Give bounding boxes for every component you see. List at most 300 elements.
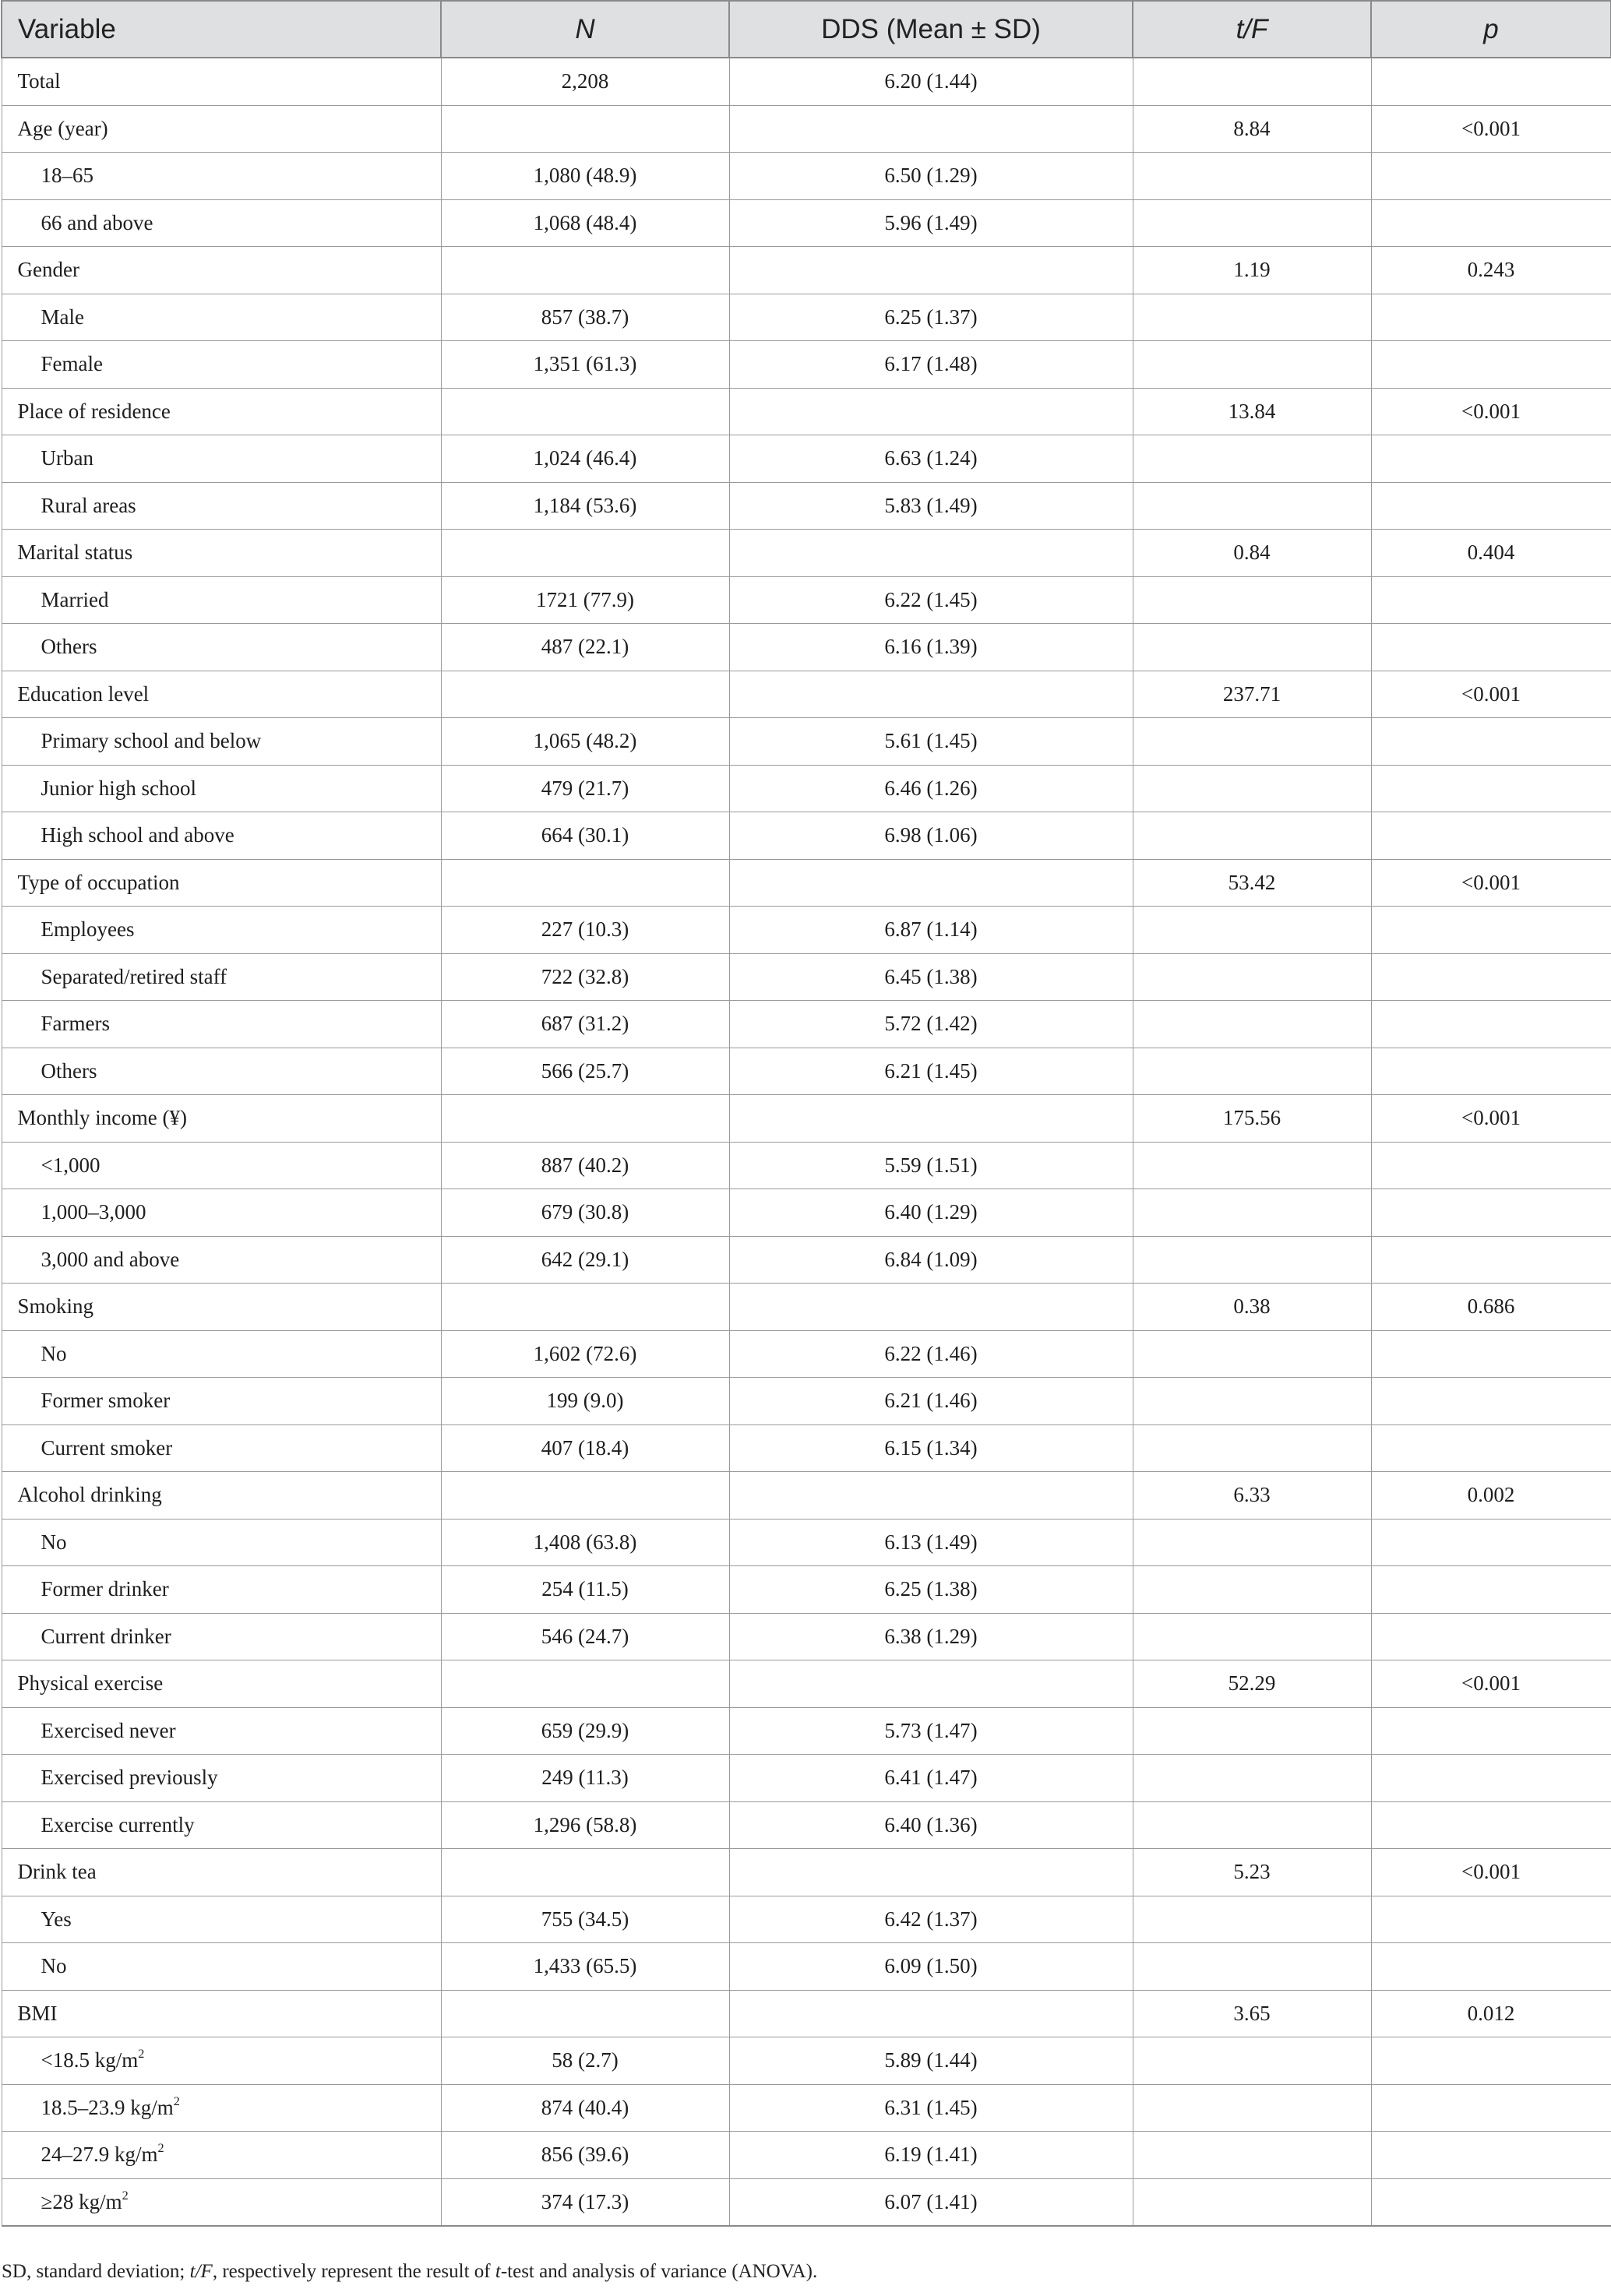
cell-n: 722 (32.8) <box>441 953 729 1001</box>
cell-dds <box>729 1849 1133 1896</box>
variable-label: Type of occupation <box>17 870 180 894</box>
cell-dds <box>729 1990 1133 2037</box>
cell-variable <box>2 671 441 718</box>
table-row-subcategory <box>2 1519 1611 1566</box>
table-row-subcategory <box>2 1896 1611 1943</box>
variable-label: Female <box>41 352 103 376</box>
cell-tf <box>1133 907 1371 954</box>
cell-n: 479 (21.7) <box>441 765 729 812</box>
cell-p <box>1371 294 1611 341</box>
cell-dds: 6.25 (1.37) <box>729 294 1133 341</box>
cell-n: 487 (22.1) <box>441 624 729 671</box>
cell-variable <box>2 1801 441 1849</box>
cell-dds: 5.61 (1.45) <box>729 718 1133 766</box>
cell-tf <box>1133 1189 1371 1237</box>
cell-n: 887 (40.2) <box>441 1142 729 1189</box>
cell-dds: 6.22 (1.45) <box>729 576 1133 624</box>
variable-label: Male <box>41 305 84 329</box>
table-row-subcategory <box>2 1801 1611 1849</box>
variable-label: Others <box>41 635 97 659</box>
cell-p <box>1371 1519 1611 1566</box>
cell-p <box>1371 1189 1611 1237</box>
cell-variable <box>2 1566 441 1614</box>
cell-n: 856 (39.6) <box>441 2132 729 2179</box>
table-row-subcategory <box>2 718 1611 766</box>
table-row-subcategory <box>2 1943 1611 1991</box>
table-header <box>2 1 1611 58</box>
variable-label: Total <box>17 69 61 93</box>
table-row-subcategory <box>2 1189 1611 1237</box>
variable-label: 66 and above <box>41 210 153 234</box>
cell-dds: 6.98 (1.06) <box>729 812 1133 860</box>
cell-dds <box>729 1472 1133 1520</box>
variable-label: 18.5–23.9 kg/m <box>41 2095 174 2119</box>
cell-tf <box>1133 1566 1371 1614</box>
table-row-subcategory <box>2 1236 1611 1284</box>
cell-p <box>1371 907 1611 954</box>
cell-p: <0.001 <box>1371 859 1611 907</box>
cell-dds: 6.07 (1.41) <box>729 2178 1133 2226</box>
cell-p <box>1371 153 1611 200</box>
variable-label: Exercised never <box>41 1718 176 1742</box>
cell-n: 374 (17.3) <box>441 2178 729 2226</box>
cell-p: <0.001 <box>1371 388 1611 435</box>
cell-tf <box>1133 1424 1371 1472</box>
cell-p <box>1371 1048 1611 1095</box>
table-row-subcategory <box>2 435 1611 483</box>
table-row-subcategory <box>2 2178 1611 2226</box>
table-row-variable <box>2 58 1611 105</box>
cell-tf <box>1133 58 1371 105</box>
cell-variable <box>2 953 441 1001</box>
cell-tf: 6.33 <box>1133 1472 1371 1520</box>
cell-variable <box>2 294 441 341</box>
cell-tf: 53.42 <box>1133 859 1371 907</box>
cell-n: 857 (38.7) <box>441 294 729 341</box>
cell-variable <box>2 1330 441 1378</box>
variable-label: Married <box>41 587 109 611</box>
cell-dds: 6.21 (1.45) <box>729 1048 1133 1095</box>
table-row-subcategory <box>2 624 1611 671</box>
cell-variable <box>2 1990 441 2037</box>
cell-dds: 5.89 (1.44) <box>729 2037 1133 2085</box>
variable-label: Smoking <box>17 1294 94 1319</box>
cell-tf <box>1133 1707 1371 1755</box>
cell-dds <box>729 1284 1133 1331</box>
cell-tf <box>1133 812 1371 860</box>
table-row-subcategory <box>2 482 1611 530</box>
table-row-subcategory <box>2 2037 1611 2085</box>
cell-p <box>1371 953 1611 1001</box>
cell-dds: 6.45 (1.38) <box>729 953 1133 1001</box>
cell-variable <box>2 1660 441 1708</box>
variable-label: Drink tea <box>17 1860 97 1884</box>
table-row-subcategory <box>2 199 1611 247</box>
cell-dds: 6.41 (1.47) <box>729 1755 1133 1802</box>
cell-variable <box>2 1755 441 1802</box>
cell-dds <box>729 247 1133 294</box>
cell-variable <box>2 1001 441 1048</box>
cell-p <box>1371 2178 1611 2226</box>
cell-tf <box>1133 1001 1371 1048</box>
cell-n: 199 (9.0) <box>441 1378 729 1425</box>
cell-dds: 6.13 (1.49) <box>729 1519 1133 1566</box>
cell-n <box>441 859 729 907</box>
variable-label: Gender <box>17 258 79 282</box>
cell-p <box>1371 576 1611 624</box>
cell-p <box>1371 1943 1611 1991</box>
cell-variable <box>2 1519 441 1566</box>
cell-tf <box>1133 294 1371 341</box>
table-footnote: SD, standard deviation; t/F, respectively represent the result of t-test and analysis of variance (ANOVA). <box>2 2261 818 2282</box>
cell-variable <box>2 1943 441 1991</box>
cell-tf <box>1133 1943 1371 1991</box>
cell-variable <box>2 2037 441 2085</box>
table-row-variable <box>2 1990 1611 2037</box>
variable-label: 24–27.9 kg/m <box>41 2143 158 2167</box>
cell-tf <box>1133 624 1371 671</box>
cell-p <box>1371 1613 1611 1660</box>
variable-label: Former drinker <box>41 1577 169 1601</box>
cell-n <box>441 1472 729 1520</box>
cell-variable <box>2 1378 441 1425</box>
cell-n: 1,065 (48.2) <box>441 718 729 766</box>
cell-p <box>1371 1236 1611 1284</box>
cell-variable <box>2 153 441 200</box>
cell-variable <box>2 105 441 153</box>
cell-dds: 6.87 (1.14) <box>729 907 1133 954</box>
cell-variable <box>2 341 441 389</box>
cell-n: 1,602 (72.6) <box>441 1330 729 1378</box>
variable-label: <18.5 kg/m <box>41 2048 139 2072</box>
cell-n <box>441 1990 729 2037</box>
table-row-variable <box>2 1660 1611 1708</box>
table-row-subcategory <box>2 1142 1611 1189</box>
cell-tf <box>1133 153 1371 200</box>
variable-label: Current smoker <box>41 1435 173 1460</box>
cell-tf: 175.56 <box>1133 1095 1371 1143</box>
variable-label: Current drinker <box>41 1624 171 1648</box>
cell-p <box>1371 1896 1611 1943</box>
cell-tf <box>1133 2132 1371 2179</box>
cell-tf: 5.23 <box>1133 1849 1371 1896</box>
cell-n: 254 (11.5) <box>441 1566 729 1614</box>
cell-n: 1,296 (58.8) <box>441 1801 729 1849</box>
table-row-subcategory <box>2 1707 1611 1755</box>
cell-p <box>1371 624 1611 671</box>
cell-dds: 6.16 (1.39) <box>729 624 1133 671</box>
cell-tf <box>1133 341 1371 389</box>
variable-label: Exercise currently <box>41 1812 195 1836</box>
cell-p <box>1371 1801 1611 1849</box>
cell-dds <box>729 105 1133 153</box>
cell-n: 1,351 (61.3) <box>441 341 729 389</box>
table-row-subcategory <box>2 2132 1611 2179</box>
cell-tf: 0.84 <box>1133 530 1371 577</box>
cell-variable <box>2 907 441 954</box>
cell-n: 227 (10.3) <box>441 907 729 954</box>
cell-variable <box>2 2178 441 2226</box>
cell-dds <box>729 530 1133 577</box>
header-tf: t/F <box>1133 1 1371 58</box>
variable-label: Former smoker <box>41 1389 171 1413</box>
table-row-subcategory <box>2 1566 1611 1614</box>
variable-label: Physical exercise <box>17 1671 164 1696</box>
table-row-subcategory <box>2 341 1611 389</box>
cell-n <box>441 105 729 153</box>
cell-p: <0.001 <box>1371 1849 1611 1896</box>
table-row-subcategory <box>2 1001 1611 1048</box>
cell-variable <box>2 1142 441 1189</box>
cell-variable <box>2 812 441 860</box>
variable-label: Age (year) <box>17 116 108 140</box>
cell-n: 687 (31.2) <box>441 1001 729 1048</box>
variable-label: Junior high school <box>41 776 196 800</box>
table-row-variable <box>2 105 1611 153</box>
cell-n: 659 (29.9) <box>441 1707 729 1755</box>
cell-tf: 8.84 <box>1133 105 1371 153</box>
cell-n: 566 (25.7) <box>441 1048 729 1095</box>
cell-tf: 1.19 <box>1133 247 1371 294</box>
cell-tf <box>1133 765 1371 812</box>
cell-dds: 6.40 (1.36) <box>729 1801 1133 1849</box>
cell-variable <box>2 1472 441 1520</box>
table-row-subcategory <box>2 2084 1611 2132</box>
cell-p: 0.686 <box>1371 1284 1611 1331</box>
unit-superscript: 2 <box>157 2141 164 2156</box>
variable-label: <1,000 <box>41 1153 100 1177</box>
cell-p: 0.012 <box>1371 1990 1611 2037</box>
header-n: N <box>441 1 729 58</box>
cell-p: <0.001 <box>1371 1660 1611 1708</box>
cell-variable <box>2 1189 441 1237</box>
table-row-variable <box>2 247 1611 294</box>
variable-label: Exercised previously <box>41 1766 218 1790</box>
cell-p <box>1371 2037 1611 2085</box>
variable-label: High school and above <box>41 823 234 847</box>
cell-dds: 6.63 (1.24) <box>729 435 1133 483</box>
cell-p <box>1371 435 1611 483</box>
variable-label: 3,000 and above <box>41 1247 180 1271</box>
cell-dds: 6.40 (1.29) <box>729 1189 1133 1237</box>
cell-n <box>441 1849 729 1896</box>
cell-p: 0.002 <box>1371 1472 1611 1520</box>
table-row-subcategory <box>2 153 1611 200</box>
variable-label: No <box>41 1530 67 1554</box>
cell-variable <box>2 576 441 624</box>
table-row-subcategory <box>2 812 1611 860</box>
variable-label: 1,000–3,000 <box>41 1200 146 1224</box>
variable-label: Marital status <box>17 541 133 565</box>
cell-tf <box>1133 435 1371 483</box>
variable-label: Farmers <box>41 1012 110 1036</box>
cell-tf <box>1133 1142 1371 1189</box>
table-row-variable <box>2 1472 1611 1520</box>
cell-variable <box>2 1095 441 1143</box>
cell-p <box>1371 765 1611 812</box>
cell-dds: 6.09 (1.50) <box>729 1943 1133 1991</box>
variable-label: 18–65 <box>41 164 93 188</box>
cell-tf <box>1133 718 1371 766</box>
variable-label: Yes <box>41 1907 72 1931</box>
cell-n: 874 (40.4) <box>441 2084 729 2132</box>
cell-variable <box>2 2084 441 2132</box>
cell-dds <box>729 1095 1133 1143</box>
table-row-variable <box>2 1284 1611 1331</box>
table-row-subcategory <box>2 907 1611 954</box>
cell-n <box>441 1660 729 1708</box>
cell-variable <box>2 1424 441 1472</box>
cell-tf <box>1133 1236 1371 1284</box>
table-row-subcategory <box>2 1424 1611 1472</box>
cell-dds <box>729 671 1133 718</box>
cell-p <box>1371 1330 1611 1378</box>
cell-p <box>1371 718 1611 766</box>
cell-p <box>1371 482 1611 530</box>
cell-p <box>1371 341 1611 389</box>
header-row <box>2 1 1611 58</box>
cell-n <box>441 530 729 577</box>
cell-p <box>1371 1755 1611 1802</box>
cell-dds: 6.21 (1.46) <box>729 1378 1133 1425</box>
cell-variable <box>2 2132 441 2179</box>
cell-n: 755 (34.5) <box>441 1896 729 1943</box>
cell-p <box>1371 2084 1611 2132</box>
table-row-subcategory <box>2 765 1611 812</box>
cell-p <box>1371 1424 1611 1472</box>
cell-variable <box>2 1048 441 1095</box>
cell-tf <box>1133 2178 1371 2226</box>
cell-variable <box>2 199 441 247</box>
cell-n: 58 (2.7) <box>441 2037 729 2085</box>
variable-label: Alcohol drinking <box>17 1483 162 1507</box>
variable-label: Rural areas <box>41 493 136 517</box>
cell-n <box>441 671 729 718</box>
cell-tf <box>1133 576 1371 624</box>
cell-n: 679 (30.8) <box>441 1189 729 1237</box>
header-variable: Variable <box>2 1 441 58</box>
cell-p <box>1371 1001 1611 1048</box>
cell-dds <box>729 859 1133 907</box>
cell-variable <box>2 1613 441 1660</box>
cell-p: 0.243 <box>1371 247 1611 294</box>
table-row-variable <box>2 388 1611 435</box>
cell-tf <box>1133 1755 1371 1802</box>
table-row-variable <box>2 859 1611 907</box>
cell-tf <box>1133 1613 1371 1660</box>
cell-tf <box>1133 2037 1371 2085</box>
variable-label: BMI <box>17 2001 58 2025</box>
cell-tf: 0.38 <box>1133 1284 1371 1331</box>
unit-superscript: 2 <box>138 2047 145 2062</box>
table-row-subcategory <box>2 576 1611 624</box>
cell-dds: 6.20 (1.44) <box>729 58 1133 105</box>
table-row-subcategory <box>2 1755 1611 1802</box>
cell-n <box>441 388 729 435</box>
variable-label: Separated/retired staff <box>41 964 227 988</box>
header-p: p <box>1371 1 1611 58</box>
cell-dds: 6.38 (1.29) <box>729 1613 1133 1660</box>
cell-variable <box>2 859 441 907</box>
cell-dds: 6.46 (1.26) <box>729 765 1133 812</box>
cell-tf <box>1133 1519 1371 1566</box>
header-dds: DDS (Mean ± SD) <box>729 1 1133 58</box>
cell-tf <box>1133 482 1371 530</box>
cell-n: 642 (29.1) <box>441 1236 729 1284</box>
data-table <box>1 0 1611 2227</box>
table-row-subcategory <box>2 1378 1611 1425</box>
cell-tf <box>1133 1378 1371 1425</box>
table-row-variable <box>2 530 1611 577</box>
cell-n <box>441 1284 729 1331</box>
cell-variable <box>2 482 441 530</box>
table-row-subcategory <box>2 1048 1611 1095</box>
table-row-subcategory <box>2 953 1611 1001</box>
variable-label: Others <box>41 1058 97 1083</box>
cell-n: 407 (18.4) <box>441 1424 729 1472</box>
cell-n: 249 (11.3) <box>441 1755 729 1802</box>
cell-variable <box>2 624 441 671</box>
cell-tf: 52.29 <box>1133 1660 1371 1708</box>
cell-dds: 5.83 (1.49) <box>729 482 1133 530</box>
cell-p <box>1371 1142 1611 1189</box>
variable-label: No <box>41 1954 67 1978</box>
cell-variable <box>2 1236 441 1284</box>
cell-p: <0.001 <box>1371 671 1611 718</box>
cell-variable <box>2 388 441 435</box>
cell-tf <box>1133 1896 1371 1943</box>
cell-dds: 6.25 (1.38) <box>729 1566 1133 1614</box>
table-row-variable <box>2 1849 1611 1896</box>
cell-dds: 6.22 (1.46) <box>729 1330 1133 1378</box>
table-row-subcategory <box>2 1613 1611 1660</box>
variable-label: Employees <box>41 917 135 942</box>
cell-dds: 6.17 (1.48) <box>729 341 1133 389</box>
cell-tf <box>1133 1048 1371 1095</box>
cell-dds: 6.42 (1.37) <box>729 1896 1133 1943</box>
variable-label: ≥28 kg/m <box>41 2189 122 2213</box>
cell-p <box>1371 2132 1611 2179</box>
cell-tf <box>1133 2084 1371 2132</box>
cell-p <box>1371 199 1611 247</box>
cell-n: 1,080 (48.9) <box>441 153 729 200</box>
cell-dds: 5.72 (1.42) <box>729 1001 1133 1048</box>
cell-n: 1,184 (53.6) <box>441 482 729 530</box>
cell-variable <box>2 765 441 812</box>
variable-label: Urban <box>41 446 93 470</box>
cell-dds: 6.31 (1.45) <box>729 2084 1133 2132</box>
cell-variable <box>2 1896 441 1943</box>
cell-n: 1,068 (48.4) <box>441 199 729 247</box>
cell-n: 1721 (77.9) <box>441 576 729 624</box>
cell-dds: 6.15 (1.34) <box>729 1424 1133 1472</box>
variable-label: No <box>41 1341 67 1365</box>
cell-n: 1,408 (63.8) <box>441 1519 729 1566</box>
variable-label: Education level <box>17 681 150 706</box>
unit-superscript: 2 <box>122 2188 129 2203</box>
cell-dds <box>729 388 1133 435</box>
cell-dds: 6.19 (1.41) <box>729 2132 1133 2179</box>
cell-variable <box>2 530 441 577</box>
cell-n: 2,208 <box>441 58 729 105</box>
cell-p <box>1371 1707 1611 1755</box>
variable-label: Place of residence <box>17 399 171 423</box>
variable-label: Monthly income (¥) <box>17 1106 187 1130</box>
cell-dds: 5.96 (1.49) <box>729 199 1133 247</box>
cell-p <box>1371 1566 1611 1614</box>
cell-variable <box>2 247 441 294</box>
cell-dds: 6.84 (1.09) <box>729 1236 1133 1284</box>
